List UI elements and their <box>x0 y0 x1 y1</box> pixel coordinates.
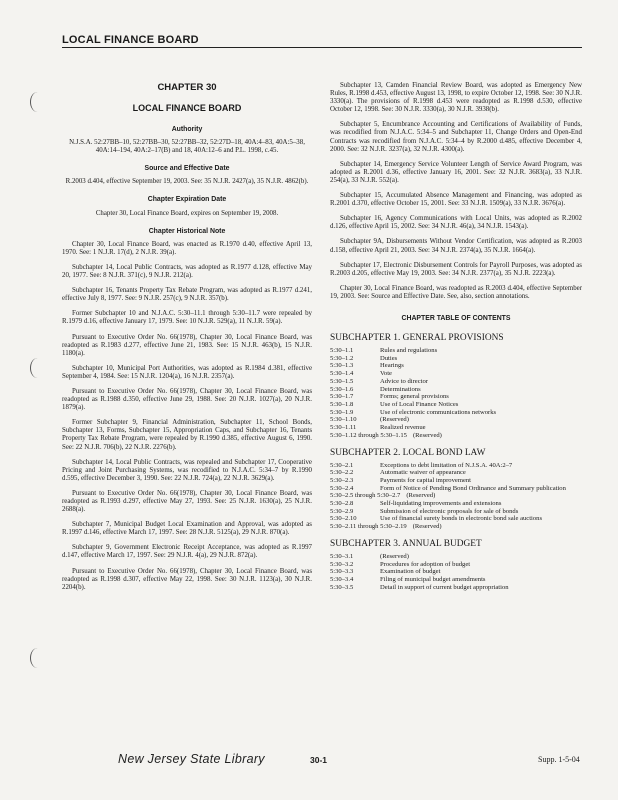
historical-note-paragraph: Pursuant to Executive Order No. 66(1978), Chapter 30, Local Finance Board, was readopted as R.1983 d.277, effective June 21, 1983. See: 15 N.J.R. 463(b), 15 N.J.R. 1180(a). <box>62 333 312 357</box>
toc-entry <box>330 568 582 576</box>
historical-note-paragraph: Subchapter 5, Encumbrance Accounting and Certifications of Availability of Funds, was recodified from N.J.A.C. 5:34–5 and Subchapter 11, Change Orders and Open-End Contracts was recodified from N.J.A.C. 5:34–4 by R.2000 d.485, effective December 4, 2000. See: 32 N.J.R. 3237(a), 32 N.J.R. 4300(a). <box>330 121 582 153</box>
margin-bracket-mark <box>30 648 45 668</box>
chapter-name: LOCAL FINANCE BOARD <box>132 103 242 113</box>
section-number: 5:30–1.6 <box>330 385 354 393</box>
section-title: Automatic waiver of appearance <box>380 469 466 477</box>
toc-entry <box>330 416 582 424</box>
subchapter-title: SUBCHAPTER 2. LOCAL BOND LAW <box>330 447 486 458</box>
section-title: Rules and regulations <box>380 347 438 355</box>
historical-note-paragraph: Subchapter 16, Tenants Property Tax Rebate Program, was adopted as R.1977 d.241, effective July 8, 1977. See: 9 N.J.R. 257(c), 9 N.J.R. 357(b). <box>62 287 312 303</box>
historical-note-heading: Chapter Historical Note <box>148 227 226 235</box>
historical-note-paragraph: Subchapter 16, Agency Communications with Local Units, was adopted as R.2002 d.126, effective April 15, 2002. See: 34 N.J.R. 46(a), 34 N.J.R. 1543(a). <box>330 215 582 231</box>
source-heading: Source and Effective Date <box>144 165 230 173</box>
source-text: R.2003 d.404, effective September 19, 2003. See: 35 N.J.R. 2427(a), 35 N.J.R. 4862(b). <box>65 178 309 186</box>
authority-heading: Authority <box>171 126 203 133</box>
section-title: Submission of electronic proposals for sale of bonds <box>380 507 519 515</box>
section-title: (Reserved) <box>406 492 436 500</box>
historical-note-paragraph: Subchapter 14, Local Public Contracts, was adopted as R.1977 d.128, effective May 20, 1977. See: 8 N.J.R. 371(c), 9 N.J.R. 212(a). <box>62 263 312 280</box>
toc-entry <box>330 523 582 531</box>
toc-entry <box>330 576 582 584</box>
toc-entry <box>330 432 582 440</box>
section-number: 5:30–2.4 <box>330 484 354 492</box>
toc-entry <box>330 424 582 432</box>
supplement-date: Supp. 1-5-04 <box>538 755 580 764</box>
section-number: 5:30–1.10 <box>330 416 357 424</box>
section-number: 5:30–1.12 through 5:30–1.15 <box>330 431 407 439</box>
historical-note-paragraph: Subchapter 10, Municipal Port Authorities, was adopted as R.1984 d.381, effective September 4, 1984. See: 15 N.J.R. 1204(a), 16 N.J.R. 2357(a). <box>62 364 312 380</box>
toc-entry <box>330 492 582 500</box>
historical-note-paragraph: Chapter 30, Local Finance Board, was readopted as R.2003 d.404, effective September 19, 2003. See: Source and Effective Date. See, also, section annotations. <box>330 284 582 300</box>
toc-entry <box>330 515 582 523</box>
historical-note-paragraph: Former Subchapter 10 and N.J.A.C. 5:30–11.1 through 5:30–11.7 were repealed by R.1979 d.16, effective January 17, 1979. See: 10 N.J.R. 529(a), 11 N.J.R. 59(a). <box>62 310 312 326</box>
historical-note-paragraph: Subchapter 14, Emergency Service Volunteer Length of Service Award Program, was adopted as R.2001 d.36, effective January 16, 2001. See: 32 N.J.R. 3683(a), 33 N.J.R. 254(a), 33 N.J.R. 552(a). <box>330 160 582 184</box>
toc-entry <box>330 469 582 477</box>
toc-entry <box>330 362 582 370</box>
section-number: 5:30–1.2 <box>330 354 354 362</box>
header-rule <box>62 47 582 48</box>
section-title: Use of financial surety bonds in electronic bond sale auctions <box>380 515 543 523</box>
toc-entry <box>330 378 582 386</box>
historical-note-paragraph: Subchapter 9A, Disbursements Without Vendor Certification, was adopted as R.2003 d.158, effective April 21, 2003. See: 34 N.J.R. 2374(a), 35 N.J.R. 1664(a). <box>330 238 582 254</box>
section-number: 5:30–2.3 <box>330 476 354 484</box>
section-number: 5:30–1.9 <box>330 408 354 416</box>
section-number: 5:30–3.4 <box>330 575 354 583</box>
section-title: Detail in support of current budget appropriation <box>380 583 509 591</box>
section-title: (Reserved) <box>412 431 442 439</box>
running-head: LOCAL FINANCE BOARD <box>62 34 199 46</box>
section-number: 5:30–1.5 <box>330 377 354 385</box>
margin-bracket-mark <box>30 358 45 378</box>
section-title: Advice to director <box>380 377 428 385</box>
section-title: (Reserved) <box>412 523 442 531</box>
left-column <box>62 82 312 599</box>
toc-entry <box>330 401 582 409</box>
section-title: Forms; general provisions <box>380 393 449 401</box>
library-stamp: New Jersey State Library <box>118 752 265 766</box>
toc-entry <box>330 561 582 569</box>
toc-entry <box>330 508 582 516</box>
chapter-number: CHAPTER 30 <box>157 82 217 93</box>
section-number: 5:30–1.7 <box>330 393 354 401</box>
historical-note-left <box>62 241 312 592</box>
margin-bracket-mark <box>30 92 45 112</box>
historical-note-paragraph: Subchapter 7, Municipal Budget Local Examination and Approval, was adopted as R.1997 d.146, effective March 17, 1997. See: 28 N.J.R. 5125(a), 29 N.J.R. 870(a). <box>62 521 312 537</box>
section-title: Payments for capital improvement <box>380 476 472 484</box>
section-number: 5:30–1.4 <box>330 370 354 378</box>
subchapter-title: SUBCHAPTER 1. GENERAL PROVISIONS <box>330 333 504 344</box>
historical-note-paragraph: Pursuant to Executive Order No. 66(1978), Chapter 30, Local Finance Board, was readopted as R.1993 d.297, effective May 27, 1993. See: 25 N.J.R. 1630(a), 25 N.J.R. 2688(a). <box>62 489 312 514</box>
historical-note-paragraph: Subchapter 13, Camden Financial Review Board, was adopted as Emergency New Rules, R.1998 d.453, effective August 13, 1998, to expire October 12, 1998. See: 30 N.J.R. 3330(a). The provisions of R.1998 d.453 were readopted as R.1998 d.530, effective October 12, 1998. See: 30 N.J.R. 3330(a), 30 N.J.R. 3938(b). <box>330 82 582 114</box>
section-number: 5:30–1.11 <box>330 424 357 432</box>
section-title: Examination of budget <box>380 568 441 576</box>
section-number: 5:30–2.2 <box>330 469 354 477</box>
historical-note-paragraph: Subchapter 9, Government Electronic Receipt Acceptance, was adopted as R.1997 d.147, effective March 17, 1997. See: 29 N.J.R. 4(a), 29 N.J.R. 872(a). <box>62 544 312 560</box>
section-number: 5:30–3.5 <box>330 583 354 591</box>
historical-note-paragraph: Pursuant to Executive Order No. 66(1978), Chapter 30, Local Finance Board, was readopted as R.1988 d.350, effective June 29, 1988. See: 20 N.J.R. 1027(a), 20 N.J.R. 1879(a). <box>62 387 312 412</box>
section-title: Exceptions to debt limitation of N.J.S.A. 40A:2–7 <box>380 461 513 469</box>
section-number: 5:30–2.1 <box>330 461 354 469</box>
section-number: 5:30–1.1 <box>330 347 354 355</box>
historical-note-paragraph: Former Subchapter 9, Financial Administration, Subchapter 11, School Bonds, Subchapter 13, Forms, Subchapter 15, Appropriation Caps, and Subchapter 16, Tenants Property Tax Rebate Program, were repealed by R.1990 d.385, effective August 6, 1990. See: 22 N.J.R. 706(b), 22 N.J.R. 2276(b). <box>62 419 312 451</box>
toc-entry <box>330 553 582 561</box>
toc-entry <box>330 370 582 378</box>
section-title: (Reserved) <box>380 416 409 424</box>
table-of-contents <box>330 333 582 591</box>
toc-entry <box>330 462 582 470</box>
section-title: Duties <box>380 354 398 362</box>
section-title: Use of electronic communications networks <box>380 408 497 416</box>
page-number: 30-1 <box>310 755 328 765</box>
authority-text: N.J.S.A. 52:27BB–10, 52:27BB–30, 52:27BB–32, 52:27D–18, 40A:4–83, 40A:5–38, 40A:14–194, 40A:2–17(B) and 18, 40A:12–6 and P.L. 1998, c.45. <box>69 139 305 155</box>
section-title: (Reserved) <box>380 552 409 560</box>
section-number: 5:30–2.8 <box>330 500 354 508</box>
toc-entry <box>330 500 582 508</box>
historical-note-paragraph: Subchapter 15, Accumulated Absence Management and Financing, was adopted as R.2001 d.370, effective October 15, 2001. See: 33 N.J.R. 1509(a), 33 N.J.R. 3676(a). <box>330 192 582 208</box>
toc-entry <box>330 584 582 592</box>
section-number: 5:30–2.9 <box>330 507 354 515</box>
section-number: 5:30–2.5 through 5:30–2.7 <box>330 492 401 500</box>
toc-entry <box>330 393 582 401</box>
toc-entry <box>330 477 582 485</box>
toc-entry <box>330 386 582 394</box>
section-number: 5:30–2.11 through 5:30–2.19 <box>330 523 407 531</box>
section-number: 5:30–2.10 <box>330 515 357 523</box>
toc-entry <box>330 347 582 355</box>
section-title: Hearings <box>380 362 404 370</box>
right-column <box>330 82 582 597</box>
section-number: 5:30–3.1 <box>330 552 354 560</box>
historical-note-paragraph: Subchapter 14, Local Public Contracts, was repealed and Subchapter 17, Cooperative Pricing and Joint Purchasing Systems, was recodified to N.J.A.C. 5:34–7 by R.1990 d.595, effective December 3, 1990. See: 22 N.J.R. 724(a), 22 N.J.R. 3629(a). <box>62 458 312 482</box>
section-number: 5:30–1.3 <box>330 362 354 370</box>
section-title: Use of Local Finance Notices <box>380 400 459 408</box>
section-title: Realized revenue <box>380 424 426 432</box>
section-number: 5:30–3.3 <box>330 568 354 576</box>
historical-note-right <box>330 82 582 301</box>
historical-note-paragraph: Subchapter 17, Electronic Disbursement Controls for Payroll Purposes, was adopted as R.2003 d.205, effective May 19, 2003. See: 34 N.J.R. 2377(a), 35 N.J.R. 2223(a). <box>330 261 582 277</box>
section-title: Filing of municipal budget amendments <box>380 575 486 583</box>
subchapter-title: SUBCHAPTER 3. ANNUAL BUDGET <box>330 538 482 549</box>
section-title: Procedures for adoption of budget <box>380 560 471 568</box>
section-number: 5:30–3.2 <box>330 560 354 568</box>
section-number: 5:30–1.8 <box>330 400 354 408</box>
toc-heading: CHAPTER TABLE OF CONTENTS <box>401 314 511 322</box>
expiration-heading: Chapter Expiration Date <box>147 196 227 204</box>
toc-entry <box>330 485 582 493</box>
section-title: Vote <box>380 370 392 378</box>
toc-entry <box>330 409 582 417</box>
section-title: Self-liquidating improvements and extensions <box>380 500 502 508</box>
historical-note-paragraph: Chapter 30, Local Finance Board, was enacted as R.1970 d.40, effective April 13, 1970. See: 1 N.J.R. 17(d), 2 N.J.R. 39(a). <box>62 240 312 256</box>
historical-note-paragraph: Pursuant to Executive Order No. 66(1978), Chapter 30, Local Finance Board, was readopted as R.1998 d.307, effective May 22, 1998. See: 30 N.J.R. 1123(a), 30 N.J.R. 2204(b). <box>62 567 312 591</box>
toc-entry <box>330 355 582 363</box>
expiration-text: Chapter 30, Local Finance Board, expires on September 19, 2008. <box>95 209 279 217</box>
section-title: Form of Notice of Pending Bond Ordinance and Summary publication <box>380 484 566 492</box>
section-title: Determinations <box>380 385 421 393</box>
